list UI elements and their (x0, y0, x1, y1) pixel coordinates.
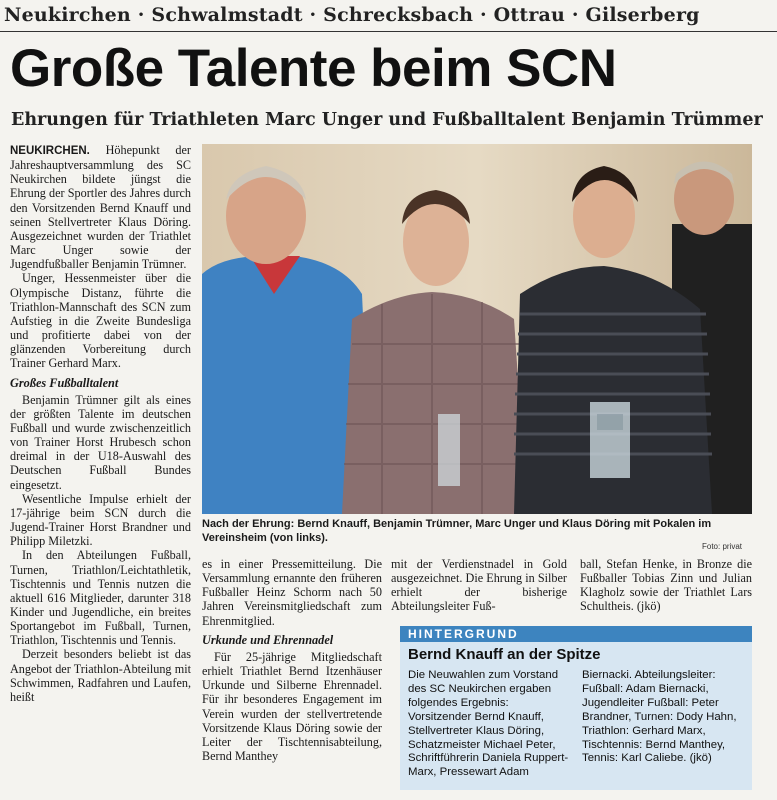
photo-credit: Foto: privat (702, 542, 743, 551)
subhead-urkunde: Urkunde und Ehrennadel (202, 632, 334, 647)
paragraph-1-text: Höhepunkt der Jahreshauptversammlung des SC Neukirchen bildete jüngst die Ehrung der Sportler des Jahres durch den Vorsitzenden Bernd Knauff und seinen Stellvertreter Klaus Döring. Ausgezeichnet wurden der Triathlet Marc Unger sowie der Jugendfußballer Benjamin Trümner. (10, 143, 191, 272)
background-box-header (400, 626, 752, 642)
subheadline: Ehrungen für Triathleten Marc Unger und Fußballtalent Benjamin Trümmer (11, 110, 763, 130)
headline: Große Talente beim SCN (10, 39, 617, 98)
photo-illustration (202, 144, 752, 514)
paragraph-1 (10, 143, 191, 271)
dateline: NEUKIRCHEN. (10, 145, 90, 157)
paragraph-5: In den Abteilungen Fußball, Turnen, Triathlon/Leichtathletik, Tischtennis und Tennis nutzen die aktuell 616 Mitglieder, darunter 318 Kinder und Jugendliche, ein breites Sportangebot im Fußball, Turnen, Triathlon, Tischtennis und Tennis. (10, 548, 191, 648)
paragraph-7: es in einer Pressemitteilung. Die Versammlung ernannte den früheren Fußballer Heinz Schorm nach 50 Jahren Vereinsmitgliedschaft zum Ehrenmitglied. (202, 557, 382, 628)
paragraph-9: mit der Verdienstnadel in Gold ausgezeichnet. Die Ehrung in Silber erhielt der bisherige Abteilungsleiter Fuß- (391, 557, 567, 614)
background-box-text-right: Biernacki. Abteilungsleiter: Fußball: Adam Biernacki, Jugendleiter Fußball: Peter Brandner, Turnen: Dody Hahn, Triathlon: Gerhard Marx, Tischtennis: Bernd Manthey, Tennis: Karl Caliebe. (jkö) (582, 669, 737, 765)
paragraph-8: Für 25-jährige Mitgliedschaft erhielt Triathlet Bernd Itzenhäuser Urkunde und Silberne Ehrennadel. Für ihr besonderes Engagement im Verein wurden der stellvertretende Vorsitzende Klaus Döring sowie der Leiter der Tischtennisabteilung, Bernd Manthey (202, 649, 382, 764)
header-rule (0, 31, 777, 32)
article-column-1 (10, 143, 191, 704)
background-box-text-left: Die Neuwahlen zum Vorstand des SC Neukirchen ergaben folgendes Ergebnis: Vorsitzender Bernd Knauff, Stellvertreter Klaus Döring, Schatzmeister Michael Peter, Schriftführerin Daniela Ruppert-Marx, Pressewart Adam (408, 669, 569, 779)
background-box-label: HINTERGRUND (408, 627, 519, 641)
article-column-2 (202, 557, 382, 763)
article-column-3 (391, 557, 567, 614)
paragraph-3: Benjamin Trümner gilt als eines der größten Talente im deutschen Fußball und wurde zwischenzeitlich von Trainer Horst Hrubesch schon dreimal in der U18-Auswahl des Deutschen Fußball Bundes eingesetzt. (10, 392, 191, 492)
paragraph-2: Unger, Hessenmeister über die Olympische Distanz, führte die Triathlon-Mannschaft des SCN zum Aufstieg in die Zweite Bundesliga und profitierte dabei von der glänzenden Vorbereitung durch Trainer Gerhard Marx. (10, 271, 191, 371)
photo-caption: Nach der Ehrung: Bernd Knauff, Benjamin Trümner, Marc Unger und Klaus Döring mit Pokalen im Vereinsheim (von links). (202, 518, 712, 544)
background-box-title: Bernd Knauff an der Spitze (408, 646, 601, 663)
paragraph-6: Derzeit besonders beliebt ist das Angebot der Triathlon-Abteilung mit Schwimmen, Radfahren und Laufen, heißt (10, 647, 191, 704)
background-info-box (400, 626, 752, 790)
paragraph-10: ball, Stefan Henke, in Bronze die Fußballer Tobias Zinn und Julian Klagholz sowie der Triathlet Lars Schultheis. (jkö) (580, 557, 752, 614)
team-photo (202, 144, 752, 514)
article-column-4 (580, 557, 752, 614)
paragraph-4: Wesentliche Impulse erhielt der 17-jährige beim SCN durch die Jugend-Trainer Horst Brandner und Philipp Miletzki. (10, 491, 191, 549)
subhead-fussballtalent: Großes Fußballtalent (10, 375, 119, 390)
town-list: Neukirchen · Schwalmstadt · Schrecksbach · Ottrau · Gilserberg (4, 4, 700, 26)
